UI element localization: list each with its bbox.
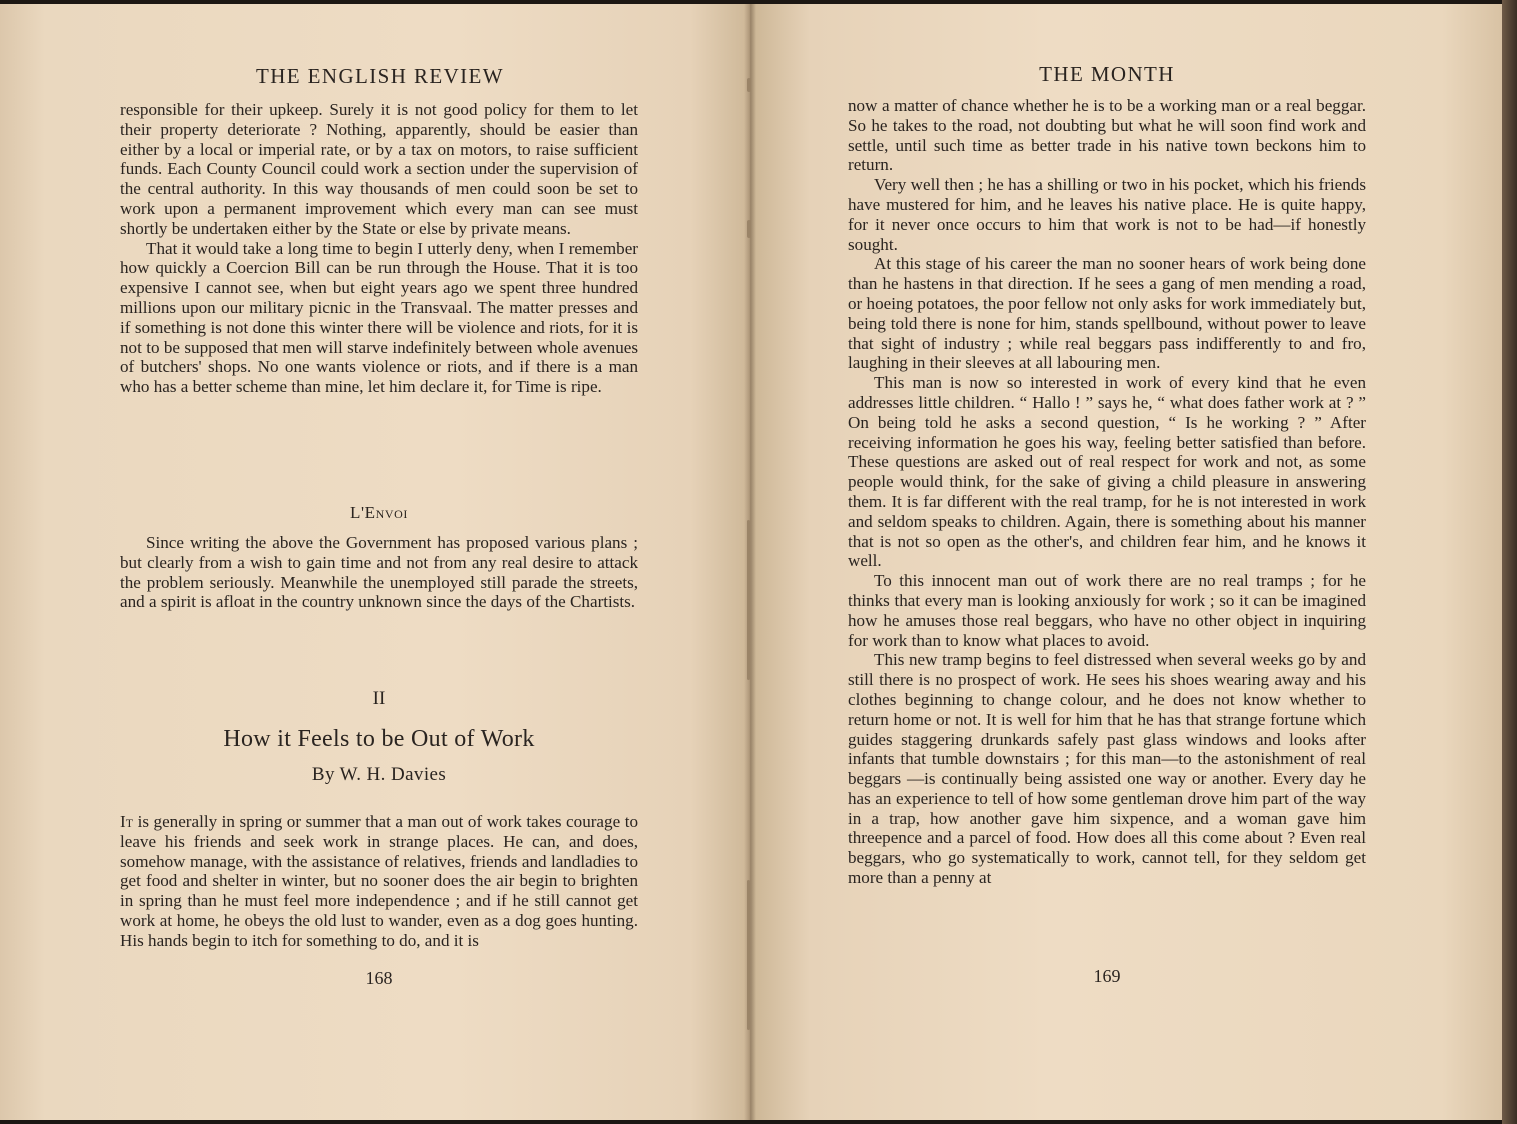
- book-gutter: [744, 4, 756, 1120]
- envoi-paragraph: Since writing the above the Government has proposed various plans ; but clearly from a wish to gain time and not from any real desire to attack the problem seriously. Meanwhile the unemployed still parade the streets, and a spirit is afloat in the country unknown since the days of the Chartists.: [120, 533, 638, 612]
- drop-word: It: [120, 812, 134, 831]
- envoi-text-block: [120, 533, 638, 612]
- paragraph: That it would take a long time to begin I utterly deny, when I remember how quickly a Coercion Bill can be run through the House. That it is too expensive I cannot see, when but eight years ago we spent three hundred millions upon our military picnic in the Transvaal. The matter presses and if something is not done this winter there will be violence and riots, for it is not to be supposed that men will starve indefinitely between whole avenues of butchers' shops. No one wants violence or riots, and if there is a man who has a better scheme than mine, let him declare it, for Time is ripe.: [120, 238, 638, 397]
- book-edge: [1502, 0, 1517, 1124]
- envoi-heading: L'Envoi: [349, 503, 409, 522]
- article-title: How it Feels to be Out of Work: [223, 726, 535, 752]
- article-opening-paragraph: [120, 812, 638, 951]
- binding-thread: [747, 880, 750, 1030]
- section-numeral: II: [372, 688, 386, 709]
- running-head-left: THE ENGLISH REVIEW: [256, 64, 504, 88]
- paragraph: At this stage of his career the man no sooner hears of work being done than he hastens in that direction. If he sees a gang of men mending a road, or hoeing potatoes, the poor fellow not only asks for work immediately but, being told there is none for him, stands spellbound, without power to leave that sight of industry ; while real beggars pass indifferently to and fro, laughing in their sleeves at all labouring men.: [848, 254, 1366, 373]
- paragraph: This man is now so interested in work of every kind that he even addresses little children. “ Hallo ! ” says he, “ what does father work at ? ” On being told he asks a second question, “ Is he working ? ” After receiving information he goes his way, feeling better satisfied than before. These questions are asked out of real respect for work and not, as some people would think, for the sake of giving a child pleasure in answering them. It is far different with the real tramp, for he is not interested in work and seldom speaks to children. Again, there is something about his manner that is not so open as the other's, and children fear him, and he knows it well.: [848, 373, 1366, 571]
- running-head-right: THE MONTH: [1039, 62, 1175, 86]
- paragraph: Very well then ; he has a shilling or two in his pocket, which his friends have mustered for him, and he leaves his native place. He is quite happy, for it never once occurs to him that work is not to be had—if honestly sought.: [848, 175, 1366, 254]
- binding-thread: [747, 78, 751, 92]
- article-opening-text: is generally in spring or summer that a man out of work takes courage to leave his friends and seek work in strange places. He can, and does, somehow manage, with the assistance of relatives, friends and landladies to get food and shelter in winter, but no sooner does the air begin to brighten in spring than he must feel more independence ; and if he still cannot get work at home, he obeys the old lust to wander, even as a dog goes hunting. His hands begin to itch for something to do, and it is: [120, 812, 638, 950]
- binding-thread: [747, 220, 751, 238]
- paragraph: This new tramp begins to feel distressed when several weeks go by and still there is no prospect of work. He sees his shoes wearing away and his clothes beginning to change colour, and he does not know whether to return home or not. It is well for him that he has that strange fortune which guides staggering drunkards safely past glass windows and looks after infants that tumble downstairs ; for this man—to the astonishment of real beggars —is continually being assisted one way or another. Every day he has an experience to tell of how some gentleman drove him part of the way in a trap, how another gave him sixpence, and a woman gave him threepence and a parcel of food. How does all this come about ? Even real beggars, who go systematically to work, cannot tell, for they seldom get more than a penny at: [848, 650, 1366, 888]
- article-byline: By W. H. Davies: [311, 764, 447, 785]
- right-body-text: [848, 96, 1366, 888]
- left-body-text: [120, 100, 638, 397]
- paragraph: now a matter of chance whether he is to be a working man or a real beggar. So he takes to the road, not doubting but what he will soon find work and settle, until such time as better trade in his native town beckons him to return.: [848, 96, 1366, 175]
- page-number-left: 168: [365, 968, 393, 988]
- binding-thread: [747, 520, 750, 680]
- paragraph: To this innocent man out of work there are no real tramps ; for he thinks that every man is looking anxiously for work ; so it can be imagined how he amuses those real beggars, who have no other object in inquiring for work than to know what places to avoid.: [848, 571, 1366, 650]
- page-number-right: 169: [1093, 966, 1121, 986]
- paragraph: responsible for their upkeep. Surely it is not good policy for them to let their property deteriorate ? Nothing, apparently, should be easier than either by a local or imperial rate, or by a tax on motors, to raise sufficient funds. Each County Council could work a section under the supervision of the central authority. In this way thousands of men could soon be set to work upon a permanent improvement which every man can see must shortly be undertaken either by the State or else by private means.: [120, 100, 638, 238]
- article-opening: [120, 812, 638, 951]
